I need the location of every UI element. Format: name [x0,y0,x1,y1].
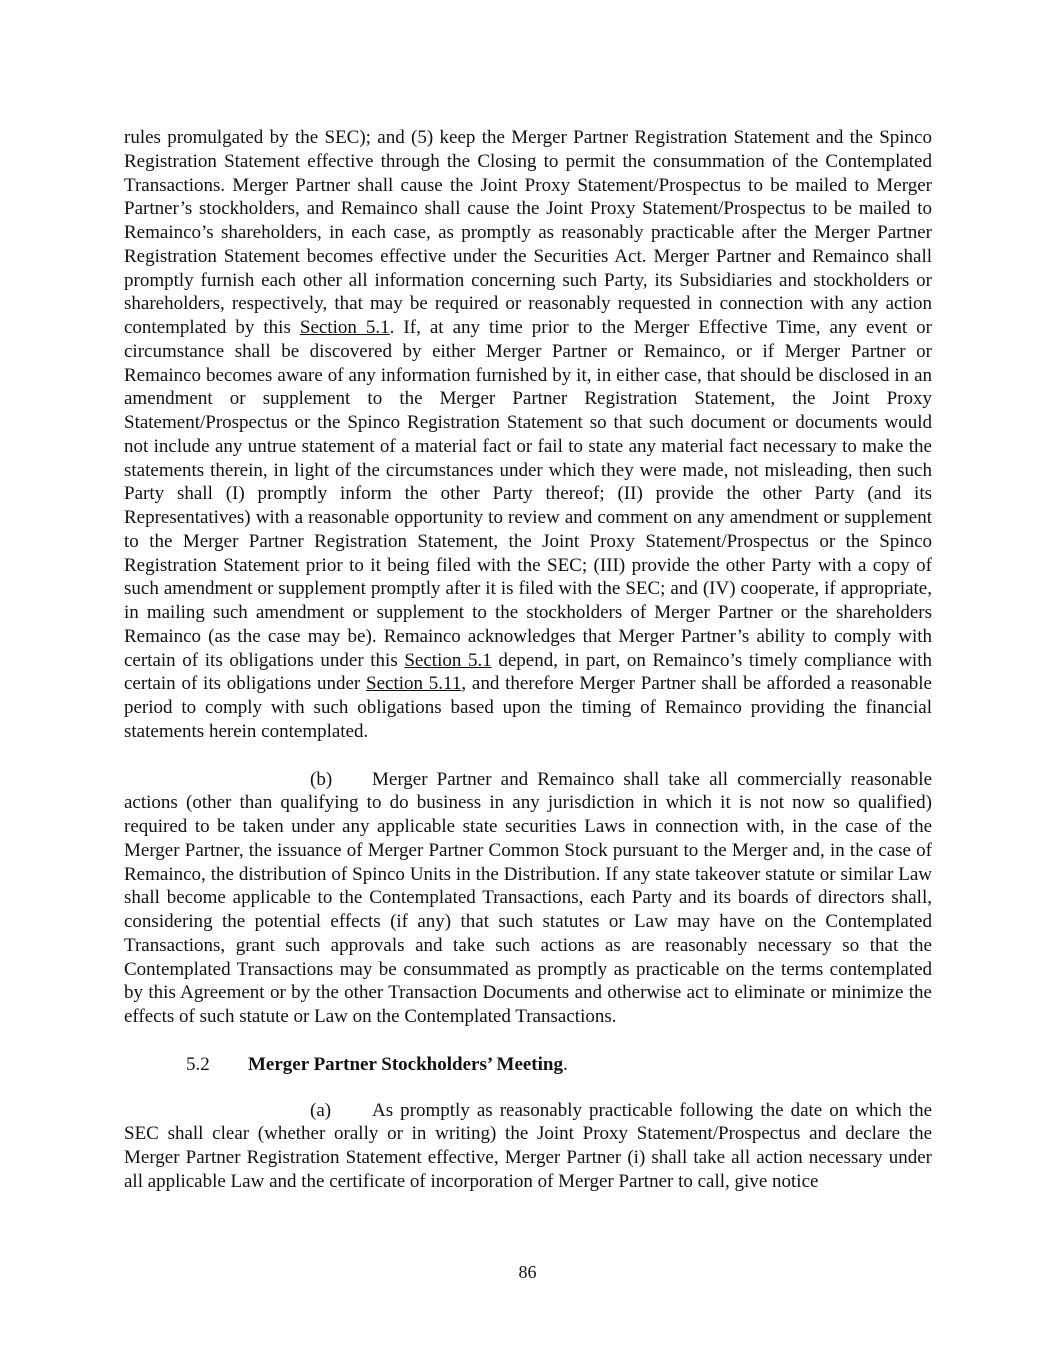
section-reference: Section 5.1 [299,317,390,338]
section-number: 5.2 [186,1053,210,1075]
paragraph-label: (a) [310,1099,332,1121]
paragraph-5-1-b [124,768,932,1029]
paragraph-5-2-a [124,1099,932,1194]
document-body [124,126,932,1194]
paragraph-text: As promptly as reasonably practicable following the date on which the SEC shall clear (whether orally or in writing) the Joint Proxy Statement/Prospectus and declare the Merger Partner Registration Statement effective, Merger Partner (i) shall take all action necessary under all applicable Law and the certificate of incorporation of Merger Partner to call, give notice [124,1099,932,1192]
paragraph-text: . If, at any time prior to the Merger Effective Time, any event or circumstance shall be discovered by either Merger Partner or Remainco, or if Merger Partner or Remainco becomes aware of any information furnished by it, in either case, that should be disclosed in an amendment or supplement to the Merger Partner Registration Statement, the Joint Proxy Statement/Prospectus or the Spinco Registration Statement so that such document or documents would not include any untrue statement of a material fact or fail to state any material fact necessary to make the statements therein, in light of the circumstances under which they were made, not misleading, then such Party shall (I) promptly inform the other Party thereof; (II) provide the other Party (and its Representatives) with a reasonable opportunity to review and comment on any amendment or supplement to the Merger Partner Registration Statement, the Joint Proxy Statement/Prospectus or the Spinco Registration Statement prior to it being filed with the SEC; (III) provide the other Party with a copy of such amendment or supplement promptly after it is filed with the SEC; and (IV) cooperate, if appropriate, in mailing such amendment or supplement to the stockholders of Merger Partner or the shareholders Remainco (as the case may be). Remainco acknowledges that Merger Partner’s ability to comply with certain of its obligations under this [124,317,932,671]
section-reference: Section 5.11 [366,673,462,695]
paragraph-text: , and therefore Merger Partner shall be afforded a reasonable period to comply with such obligations based upon the timing of Remainco providing the financial statements herein contemplated. [124,673,932,742]
section-reference: Section 5.1 [404,649,492,671]
section-title-period: . [562,1053,568,1075]
paragraph-text: depend, in part, on Remainco’s timely compliance with certain of its obligations under [124,649,932,695]
section-title: Merger Partner Stockholders’ Meeting [248,1053,563,1075]
paragraph-5-1-a-continuation [124,126,932,744]
paragraph-label: (b) [310,768,333,790]
paragraph-text: Merger Partner and Remainco shall take all commercially reasonable actions (other than qualifying to do business in any jurisdiction in which it is not now so qualified) required to be taken under any applicable state securities Laws in connection with, in the case of the Merger Partner, the issuance of Merger Partner Common Stock pursuant to the Merger and, in the case of Remainco, the distribution of Spinco Units in the Distribution. If any state takeover statute or similar Law shall become applicable to the Contemplated Transactions, each Party and its boards of directors shall, considering the potential effects (if any) that such statutes or Law may have on the Contemplated Transactions, grant such approvals and take such actions as are reasonably necessary so that the Contemplated Transactions may be consummated as promptly as practicable on the terms contemplated by this Agreement or by the other Transaction Documents and otherwise act to eliminate or minimize the effects of such statute or Law on the Contemplated Transactions. [124,768,932,1027]
section-heading [124,1053,932,1077]
page-number: 86 [518,1262,537,1282]
paragraph-text: rules promulgated by the SEC); and (5) keep the Merger Partner Registration Statement and the Spinco Registration Statement effective through the Closing to permit the consummation of the Contemplated Transactions. Merger Partner shall cause the Joint Proxy Statement/Prospectus to be mailed to Merger Partner’s stockholders, and Remainco shall cause the Joint Proxy Statement/Prospectus to be mailed to Remainco’s shareholders, in each case, as promptly as reasonably practicable after the Merger Partner Registration Statement becomes effective under the Securities Act. Merger Partner and Remainco shall promptly furnish each other all information concerning such Party, its Subsidiaries and stockholders or shareholders, respectively, that may be required or reasonably requested in connection with any action contemplated by this [124,127,932,338]
